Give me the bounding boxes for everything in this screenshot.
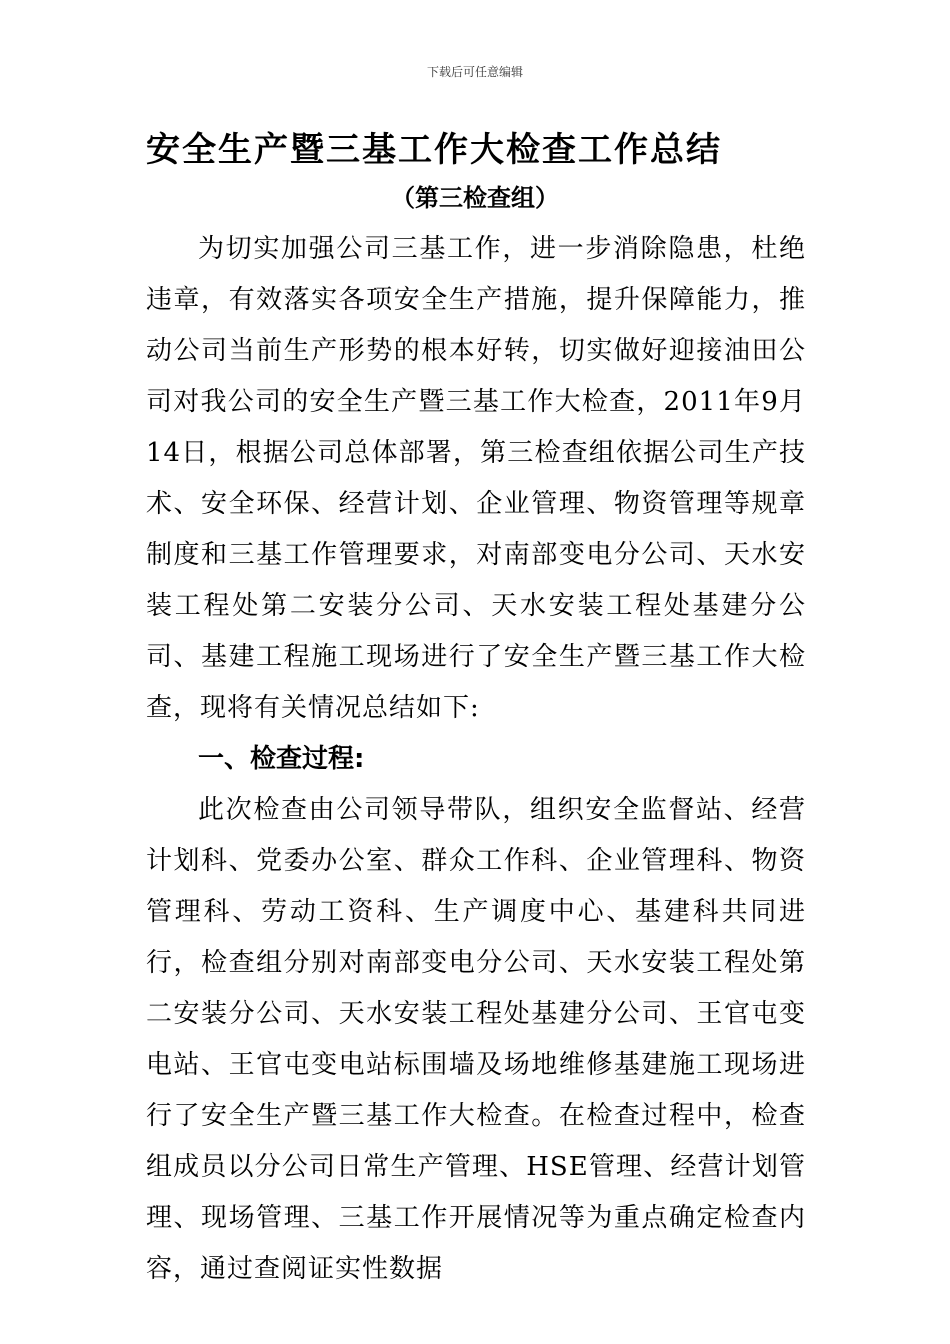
document-body	[146, 224, 806, 1295]
section-heading-inspection-process: 一、检查过程:	[198, 744, 365, 774]
intro-paragraph: 为切实加强公司三基工作，进一步消除隐患，杜绝违章，有效落实各项安全生产措施，提升保障能力，推动公司当前生产形势的根本好转，切实做好迎接油田公司对我公司的安全生产暨三基工作大检查，2011年9月14日，根据公司总体部署，第三检查组依据公司生产技术、安全环保、经营计划、企业管理、物资管理等规章制度和三基工作管理要求，对南部变电分公司、天水安装工程处第二安装分公司、天水安装工程处基建分公司、基建工程施工现场进行了安全生产暨三基工作大检查，现将有关情况总结如下:	[146, 234, 806, 723]
page-header-note: 下载后可任意编辑	[426, 65, 523, 79]
document-title: 安全生产暨三基工作大检查工作总结	[146, 130, 722, 170]
section-paragraph-inspection-process: 此次检查由公司领导带队，组织安全监督站、经营计划科、党委办公室、群众工作科、企业管理科、物资管理科、劳动工资科、生产调度中心、基建科共同进行，检查组分别对南部变电分公司、天水安装工程处第二安装分公司、天水安装工程处基建分公司、王官屯变电站、王官屯变电站标围墙及场地维修基建施工现场进行了安全生产暨三基工作大检查。在检查过程中，检查组成员以分公司日常生产管理、HSE管理、经营计划管理、现场管理、三基工作开展情况等为重点确定检查内容，通过查阅证实性数据	[146, 795, 806, 1284]
document-subtitle: （第三检查组）	[391, 184, 559, 212]
